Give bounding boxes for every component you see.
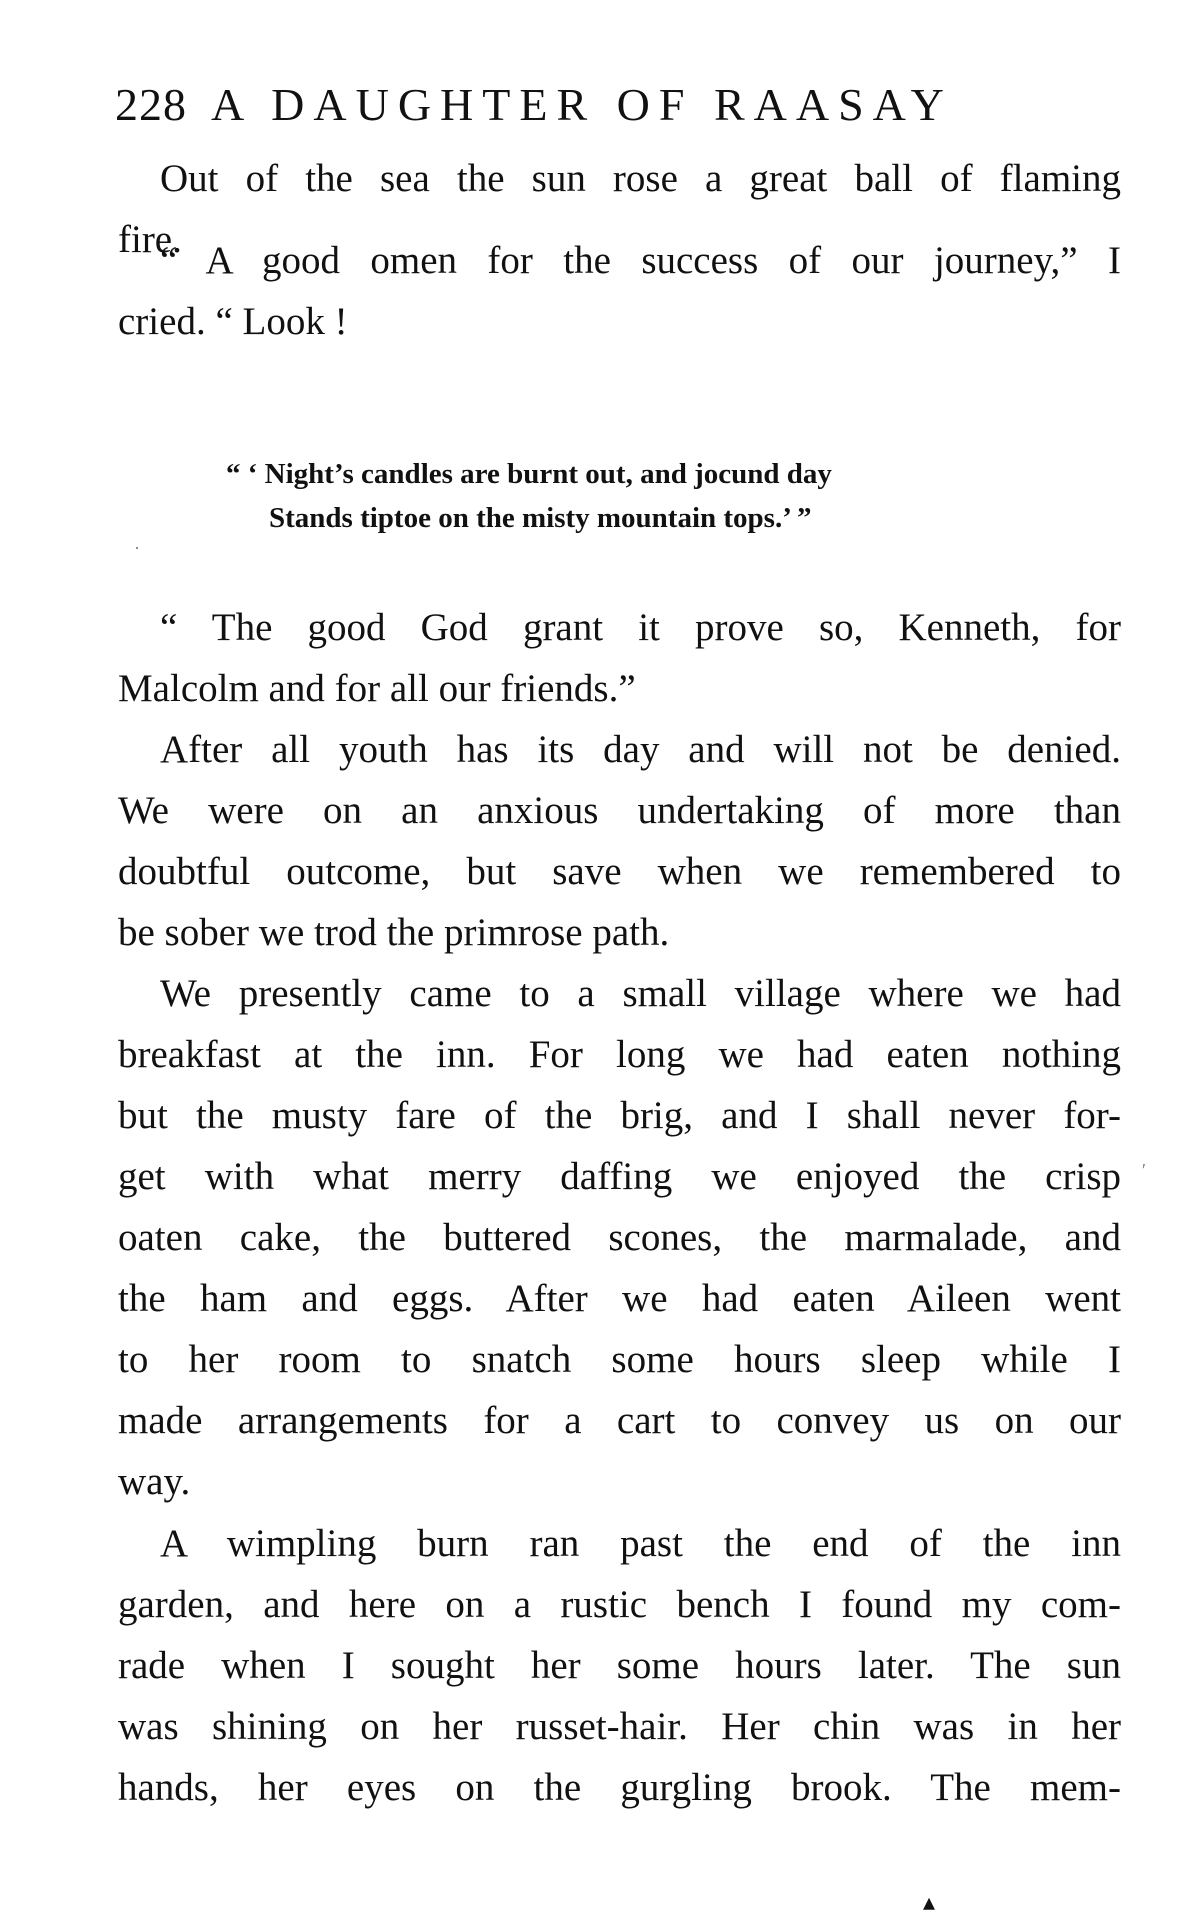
verse-quotation [226,452,946,540]
verse-line: “ ‘ Night’s candles are burnt out, and jocund day [226,458,832,490]
text-line: doubtful outcome, but save when we remembered to [118,850,1121,893]
text-line: but the musty fare of the brig, and I shall never for- [118,1094,1121,1137]
text-line: cried. “ Look ! [118,300,348,343]
text-line: We were on an anxious undertaking of more than [118,789,1121,832]
text-line: the ham and eggs. After we had eaten Aileen went [118,1277,1121,1320]
page-number: 228 [115,79,187,130]
text-line: fire. [118,218,182,261]
text-line: Out of the sea the sun rose a great ball of flaming [160,157,1121,200]
text-line: be sober we trod the primrose path. [118,911,670,954]
text-line: way. [118,1460,191,1503]
scan-speck: ▴ [923,1890,936,1916]
text-line: to her room to snatch some hours sleep while I [118,1338,1121,1381]
text-line: get with what merry daffing we enjoyed the crisp [118,1155,1121,1198]
text-line: oaten cake, the buttered scones, the marmalade, and [118,1216,1121,1259]
text-line: breakfast at the inn. For long we had eaten nothing [118,1033,1121,1076]
text-line: rade when I sought her some hours later. The sun [118,1644,1121,1687]
running-header [115,78,1095,138]
text-line: Malcolm and for all our friends.” [118,667,636,710]
paragraph-good-omen [118,230,1121,352]
paragraph-wimpling-burn [118,1513,1121,1818]
scan-speck: ′ [1142,1160,1146,1180]
paragraph-village [118,963,1121,1512]
scan-speck: · [134,538,140,558]
running-title: A DAUGHTER OF RAASAY [211,79,953,130]
text-line: “ A good omen for the success of our journey,” I [160,239,1121,282]
text-line: We presently came to a small village where we had [160,972,1121,1015]
text-line: “ The good God grant it prove so, Kenneth, for [160,606,1121,649]
text-line: A wimpling burn ran past the end of the inn [160,1522,1121,1565]
text-line: was shining on her russet-hair. Her chin was in her [118,1705,1121,1748]
paragraph-god-grant [118,597,1121,719]
text-line: made arrangements for a cart to convey us on our [118,1399,1121,1442]
text-line: hands, her eyes on the gurgling brook. The mem- [118,1766,1121,1809]
verse-line: Stands tiptoe on the misty mountain tops.’ ” [269,502,812,534]
text-line: garden, and here on a rustic bench I found my com- [118,1583,1121,1626]
text-line: After all youth has its day and will not be denied. [160,728,1121,771]
paragraph-youth [118,719,1121,963]
